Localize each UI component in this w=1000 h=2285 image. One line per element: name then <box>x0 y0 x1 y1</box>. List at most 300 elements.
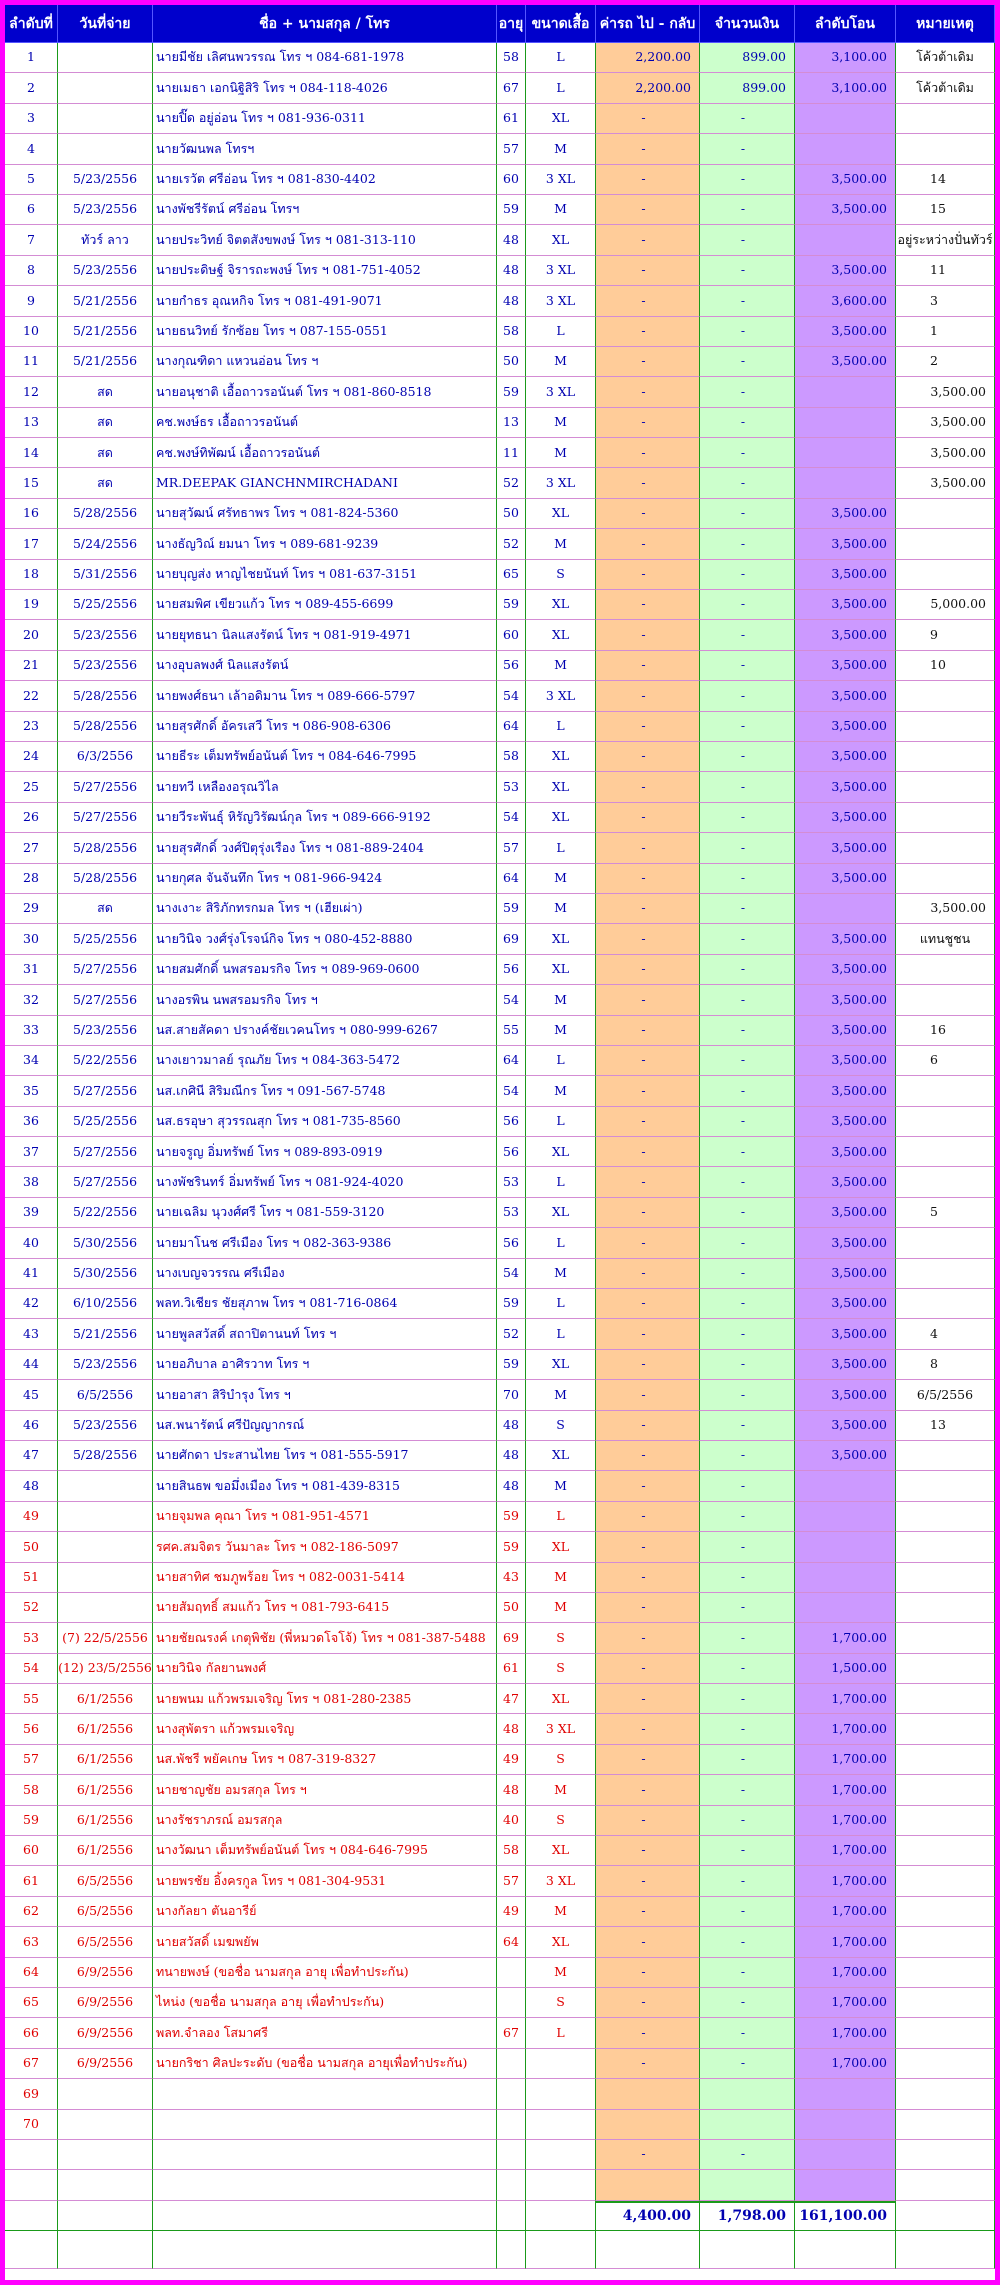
cell-date[interactable]: 6/9/2556 <box>58 1958 153 1988</box>
cell-no[interactable]: 13 <box>5 408 58 438</box>
cell-transfer[interactable] <box>795 894 896 924</box>
cell-age[interactable]: 61 <box>497 1654 526 1684</box>
cell-name[interactable] <box>153 2079 497 2109</box>
cell-name[interactable]: นางเยาวมาลย์ รุณภัย โทร ฯ 084-363-5472 <box>153 1046 497 1076</box>
cell-note[interactable] <box>896 1654 995 1684</box>
total-transfer[interactable]: 161,100.00 <box>795 2201 896 2231</box>
cell-age[interactable]: 52 <box>497 529 526 559</box>
cell-name[interactable]: นายธีระ เต็มทรัพย์อนันต์ โทร ฯ 084-646-7995 <box>153 742 497 772</box>
cell-size[interactable]: XL <box>526 803 596 833</box>
empty-cell[interactable] <box>795 2231 896 2269</box>
header-age[interactable]: อายุ <box>497 5 526 43</box>
cell-date[interactable] <box>58 1502 153 1532</box>
cell-no[interactable]: 50 <box>5 1532 58 1562</box>
cell-no[interactable]: 37 <box>5 1137 58 1167</box>
cell-size[interactable]: M <box>526 1958 596 1988</box>
cell-amount[interactable]: - <box>700 985 795 1015</box>
cell-size[interactable]: XL <box>526 1927 596 1957</box>
cell-no[interactable]: 70 <box>5 2110 58 2140</box>
cell-date[interactable]: 5/27/2556 <box>58 1167 153 1197</box>
cell-name[interactable]: นายสุรศักดิ์ วงศ์ปิตุรุ่งเรือง โทร ฯ 081-889-2404 <box>153 833 497 863</box>
cell-amount[interactable]: - <box>700 1623 795 1653</box>
cell-age[interactable]: 61 <box>497 104 526 134</box>
cell-no[interactable]: 51 <box>5 1563 58 1593</box>
cell-amount[interactable]: - <box>700 1076 795 1106</box>
cell-age[interactable]: 48 <box>497 256 526 286</box>
cell-transfer[interactable]: 3,500.00 <box>795 651 896 681</box>
cell-size[interactable]: M <box>526 1897 596 1927</box>
cell-date[interactable]: 5/23/2556 <box>58 1016 153 1046</box>
cell-age[interactable]: 54 <box>497 681 526 711</box>
cell-note[interactable] <box>896 1441 995 1471</box>
cell-size[interactable] <box>526 2049 596 2079</box>
cell-transfer[interactable]: 1,700.00 <box>795 2018 896 2048</box>
cell-amount[interactable] <box>700 2079 795 2109</box>
cell-note[interactable] <box>896 1958 995 1988</box>
cell-car-fare[interactable]: - <box>596 377 700 407</box>
cell-car-fare[interactable]: - <box>596 1167 700 1197</box>
cell-date[interactable]: 5/23/2556 <box>58 195 153 225</box>
cell-note[interactable]: 15 <box>896 195 995 225</box>
cell-date[interactable]: 5/21/2556 <box>58 1319 153 1349</box>
cell-no[interactable]: 52 <box>5 1593 58 1623</box>
cell-amount[interactable]: 899.00 <box>700 73 795 103</box>
cell-size[interactable]: XL <box>526 1350 596 1380</box>
cell-transfer[interactable] <box>795 2140 896 2170</box>
cell-no[interactable]: 33 <box>5 1016 58 1046</box>
cell-name[interactable]: นายพูลสวัสดิ์ สถาปิตานนท์ โทร ฯ <box>153 1319 497 1349</box>
cell-size[interactable] <box>526 2110 596 2140</box>
cell-amount[interactable]: - <box>700 377 795 407</box>
cell-date[interactable]: 5/23/2556 <box>58 651 153 681</box>
cell-date[interactable]: สด <box>58 408 153 438</box>
cell-note[interactable] <box>896 1836 995 1866</box>
cell-name[interactable]: นายจุมพล คุณา โทร ฯ 081-951-4571 <box>153 1502 497 1532</box>
cell-note[interactable]: 3,500.00 <box>896 408 995 438</box>
cell-amount[interactable]: - <box>700 2018 795 2048</box>
cell-note[interactable] <box>896 1775 995 1805</box>
cell-age[interactable]: 53 <box>497 1167 526 1197</box>
cell-date[interactable]: 5/27/2556 <box>58 803 153 833</box>
cell-note[interactable]: 8 <box>896 1350 995 1380</box>
cell-no[interactable]: 14 <box>5 438 58 468</box>
cell-age[interactable] <box>497 2110 526 2140</box>
cell-amount[interactable]: - <box>700 1927 795 1957</box>
cell-age[interactable] <box>497 2140 526 2170</box>
cell-car-fare[interactable]: - <box>596 924 700 954</box>
cell-amount[interactable]: - <box>700 1380 795 1410</box>
cell-size[interactable]: S <box>526 1654 596 1684</box>
cell-transfer[interactable]: 3,500.00 <box>795 833 896 863</box>
header-no[interactable]: ลำดับที่ <box>5 5 58 43</box>
cell-date[interactable] <box>58 2079 153 2109</box>
total-car-fare[interactable]: 4,400.00 <box>596 2201 700 2231</box>
cell-car-fare[interactable]: - <box>596 256 700 286</box>
cell-date[interactable]: 5/27/2556 <box>58 772 153 802</box>
cell-no[interactable]: 21 <box>5 651 58 681</box>
cell-date[interactable]: 5/28/2556 <box>58 712 153 742</box>
cell-size[interactable]: L <box>526 43 596 73</box>
cell-note[interactable]: แทนชูชน <box>896 924 995 954</box>
cell-size[interactable]: S <box>526 1623 596 1653</box>
cell-no[interactable]: 26 <box>5 803 58 833</box>
total-amount[interactable]: 1,798.00 <box>700 2201 795 2231</box>
cell-note[interactable] <box>896 2140 995 2170</box>
cell-transfer[interactable]: 1,700.00 <box>795 1958 896 1988</box>
cell-amount[interactable]: - <box>700 1745 795 1775</box>
cell-name[interactable]: นางพัชรินทร์ อิ่มทรัพย์ โทร ฯ 081-924-4020 <box>153 1167 497 1197</box>
cell-size[interactable]: S <box>526 1988 596 2018</box>
cell-date[interactable]: 5/28/2556 <box>58 499 153 529</box>
cell-car-fare[interactable]: - <box>596 195 700 225</box>
cell-date[interactable]: 6/9/2556 <box>58 2049 153 2079</box>
cell-transfer[interactable]: 3,500.00 <box>795 1380 896 1410</box>
total-blank[interactable] <box>58 2201 153 2231</box>
cell-age[interactable]: 40 <box>497 1806 526 1836</box>
cell-age[interactable]: 52 <box>497 1319 526 1349</box>
cell-car-fare[interactable]: - <box>596 1563 700 1593</box>
cell-no[interactable]: 54 <box>5 1654 58 1684</box>
cell-note[interactable] <box>896 1593 995 1623</box>
cell-no[interactable]: 49 <box>5 1502 58 1532</box>
cell-date[interactable]: 5/21/2556 <box>58 347 153 377</box>
cell-transfer[interactable]: 1,700.00 <box>795 2049 896 2079</box>
cell-car-fare[interactable]: - <box>596 1046 700 1076</box>
cell-car-fare[interactable]: - <box>596 1684 700 1714</box>
cell-transfer[interactable] <box>795 438 896 468</box>
cell-date[interactable]: 6/10/2556 <box>58 1289 153 1319</box>
cell-note[interactable] <box>896 2170 995 2200</box>
cell-car-fare[interactable] <box>596 2170 700 2200</box>
cell-car-fare[interactable]: - <box>596 286 700 316</box>
cell-amount[interactable]: - <box>700 1107 795 1137</box>
cell-note[interactable] <box>896 134 995 164</box>
cell-amount[interactable]: - <box>700 1714 795 1744</box>
cell-age[interactable] <box>497 2079 526 2109</box>
cell-car-fare[interactable]: - <box>596 1775 700 1805</box>
cell-age[interactable]: 52 <box>497 468 526 498</box>
cell-note[interactable]: 16 <box>896 1016 995 1046</box>
cell-car-fare[interactable]: - <box>596 1319 700 1349</box>
cell-size[interactable]: L <box>526 712 596 742</box>
empty-cell[interactable] <box>596 2231 700 2269</box>
cell-transfer[interactable]: 3,500.00 <box>795 620 896 650</box>
cell-note[interactable] <box>896 1228 995 1258</box>
cell-no[interactable]: 25 <box>5 772 58 802</box>
cell-name[interactable] <box>153 2170 497 2200</box>
cell-age[interactable]: 59 <box>497 377 526 407</box>
cell-size[interactable]: L <box>526 1319 596 1349</box>
cell-amount[interactable]: - <box>700 1137 795 1167</box>
cell-age[interactable]: 54 <box>497 803 526 833</box>
cell-transfer[interactable]: 3,500.00 <box>795 317 896 347</box>
cell-amount[interactable]: - <box>700 560 795 590</box>
cell-car-fare[interactable]: - <box>596 1350 700 1380</box>
cell-no[interactable]: 36 <box>5 1107 58 1137</box>
cell-note[interactable] <box>896 742 995 772</box>
cell-transfer[interactable]: 1,700.00 <box>795 1714 896 1744</box>
cell-size[interactable]: L <box>526 1502 596 1532</box>
cell-size[interactable] <box>526 2140 596 2170</box>
empty-cell[interactable] <box>700 2231 795 2269</box>
cell-no[interactable]: 47 <box>5 1441 58 1471</box>
cell-transfer[interactable]: 1,500.00 <box>795 1654 896 1684</box>
cell-note[interactable] <box>896 1563 995 1593</box>
cell-transfer[interactable]: 3,500.00 <box>795 1198 896 1228</box>
cell-no[interactable] <box>5 2170 58 2200</box>
cell-date[interactable]: 6/3/2556 <box>58 742 153 772</box>
cell-transfer[interactable]: 1,700.00 <box>795 1897 896 1927</box>
cell-no[interactable]: 57 <box>5 1745 58 1775</box>
cell-note[interactable] <box>896 803 995 833</box>
cell-no[interactable]: 10 <box>5 317 58 347</box>
cell-transfer[interactable]: 3,500.00 <box>795 1137 896 1167</box>
cell-size[interactable]: M <box>526 408 596 438</box>
cell-transfer[interactable]: 3,500.00 <box>795 803 896 833</box>
cell-size[interactable]: M <box>526 195 596 225</box>
cell-no[interactable]: 6 <box>5 195 58 225</box>
cell-amount[interactable]: - <box>700 2049 795 2079</box>
cell-date[interactable]: 5/28/2556 <box>58 1441 153 1471</box>
cell-amount[interactable]: - <box>700 833 795 863</box>
cell-note[interactable]: 13 <box>896 1411 995 1441</box>
cell-age[interactable]: 54 <box>497 1076 526 1106</box>
cell-no[interactable]: 3 <box>5 104 58 134</box>
cell-name[interactable]: นายเฉลิม นุวงศ์ศรี โทร ฯ 081-559-3120 <box>153 1198 497 1228</box>
cell-size[interactable]: S <box>526 560 596 590</box>
cell-name[interactable]: นายอาสา สิริบำรุง โทร ฯ <box>153 1380 497 1410</box>
cell-no[interactable]: 34 <box>5 1046 58 1076</box>
cell-no[interactable]: 44 <box>5 1350 58 1380</box>
cell-age[interactable]: 70 <box>497 1380 526 1410</box>
cell-name[interactable]: นางเบญจวรรณ ศรีเมือง <box>153 1259 497 1289</box>
cell-car-fare[interactable]: - <box>596 1714 700 1744</box>
cell-age[interactable]: 11 <box>497 438 526 468</box>
cell-age[interactable]: 56 <box>497 1228 526 1258</box>
cell-age[interactable]: 64 <box>497 712 526 742</box>
empty-cell[interactable] <box>153 2231 497 2269</box>
cell-amount[interactable]: - <box>700 1866 795 1896</box>
empty-cell[interactable] <box>526 2231 596 2269</box>
cell-note[interactable] <box>896 681 995 711</box>
cell-car-fare[interactable]: - <box>596 347 700 377</box>
cell-no[interactable]: 30 <box>5 924 58 954</box>
cell-amount[interactable]: - <box>700 712 795 742</box>
cell-note[interactable] <box>896 985 995 1015</box>
cell-no[interactable]: 69 <box>5 2079 58 2109</box>
cell-age[interactable]: 57 <box>497 1866 526 1896</box>
cell-car-fare[interactable]: - <box>596 225 700 255</box>
cell-car-fare[interactable]: - <box>596 1228 700 1258</box>
cell-car-fare[interactable]: - <box>596 864 700 894</box>
cell-amount[interactable]: - <box>700 894 795 924</box>
cell-date[interactable] <box>58 1593 153 1623</box>
cell-car-fare[interactable]: - <box>596 1623 700 1653</box>
cell-car-fare[interactable]: - <box>596 529 700 559</box>
cell-note[interactable] <box>896 1076 995 1106</box>
cell-car-fare[interactable]: - <box>596 620 700 650</box>
cell-date[interactable] <box>58 43 153 73</box>
cell-no[interactable]: 64 <box>5 1958 58 1988</box>
cell-date[interactable]: ทัวร์ ลาว <box>58 225 153 255</box>
cell-date[interactable]: 5/22/2556 <box>58 1046 153 1076</box>
cell-transfer[interactable] <box>795 408 896 438</box>
cell-no[interactable]: 22 <box>5 681 58 711</box>
cell-name[interactable]: นายสมศักดิ์ นพสรอมรกิจ โทร ฯ 089-969-0600 <box>153 955 497 985</box>
cell-size[interactable]: XL <box>526 742 596 772</box>
cell-transfer[interactable]: 3,500.00 <box>795 1350 896 1380</box>
cell-date[interactable]: 6/1/2556 <box>58 1714 153 1744</box>
cell-name[interactable]: คช.พงษ์ธร เอื้อถาวรอนันต์ <box>153 408 497 438</box>
cell-amount[interactable]: - <box>700 165 795 195</box>
cell-car-fare[interactable]: - <box>596 1198 700 1228</box>
cell-car-fare[interactable]: - <box>596 317 700 347</box>
cell-car-fare[interactable]: - <box>596 1806 700 1836</box>
cell-car-fare[interactable] <box>596 2079 700 2109</box>
cell-note[interactable]: 11 <box>896 256 995 286</box>
cell-name[interactable]: นายมาโนช ศรีเมือง โทร ฯ 082-363-9386 <box>153 1228 497 1258</box>
cell-age[interactable]: 69 <box>497 1623 526 1653</box>
cell-size[interactable] <box>526 2170 596 2200</box>
cell-amount[interactable]: - <box>700 438 795 468</box>
cell-note[interactable]: 9 <box>896 620 995 650</box>
cell-size[interactable]: XL <box>526 1441 596 1471</box>
cell-name[interactable]: นายกำธร อุณหกิจ โทร ฯ 081-491-9071 <box>153 286 497 316</box>
cell-date[interactable]: 6/1/2556 <box>58 1775 153 1805</box>
cell-age[interactable]: 43 <box>497 1563 526 1593</box>
cell-age[interactable]: 48 <box>497 1714 526 1744</box>
cell-age[interactable]: 47 <box>497 1684 526 1714</box>
cell-size[interactable]: M <box>526 438 596 468</box>
cell-note[interactable] <box>896 529 995 559</box>
cell-size[interactable]: M <box>526 1076 596 1106</box>
cell-car-fare[interactable]: - <box>596 560 700 590</box>
cell-name[interactable]: นางวัฒนา เต็มทรัพย์อนันต์ โทร ฯ 084-646-7995 <box>153 1836 497 1866</box>
cell-name[interactable]: นส.สายสัคดา ปรางค์ชัยเวคนโทร ฯ 080-999-6267 <box>153 1016 497 1046</box>
cell-age[interactable]: 60 <box>497 620 526 650</box>
cell-transfer[interactable] <box>795 1593 896 1623</box>
cell-car-fare[interactable]: - <box>596 2049 700 2079</box>
cell-size[interactable]: L <box>526 1046 596 1076</box>
header-transfer[interactable]: ลำดับโอน <box>795 5 896 43</box>
cell-note[interactable]: 6 <box>896 1046 995 1076</box>
cell-no[interactable]: 55 <box>5 1684 58 1714</box>
cell-name[interactable]: นายทวี เหลืองอรุณวิไล <box>153 772 497 802</box>
header-car[interactable]: ค่ารถ ไป - กลับ <box>596 5 700 43</box>
cell-car-fare[interactable]: - <box>596 1289 700 1319</box>
cell-age[interactable]: 58 <box>497 43 526 73</box>
cell-transfer[interactable]: 3,500.00 <box>795 1259 896 1289</box>
cell-no[interactable]: 38 <box>5 1167 58 1197</box>
cell-name[interactable]: นายศักดา ประสานไทย โทร ฯ 081-555-5917 <box>153 1441 497 1471</box>
cell-date[interactable] <box>58 1563 153 1593</box>
cell-car-fare[interactable]: - <box>596 1259 700 1289</box>
cell-name[interactable]: นายกุศล จันจันทึก โทร ฯ 081-966-9424 <box>153 864 497 894</box>
cell-size[interactable]: L <box>526 1167 596 1197</box>
cell-size[interactable]: 3 XL <box>526 377 596 407</box>
cell-date[interactable]: 5/27/2556 <box>58 1137 153 1167</box>
cell-amount[interactable]: - <box>700 1593 795 1623</box>
cell-date[interactable]: 6/5/2556 <box>58 1897 153 1927</box>
cell-amount[interactable]: - <box>700 1502 795 1532</box>
cell-note[interactable] <box>896 1502 995 1532</box>
cell-name[interactable]: นายมีชัย เลิศนพวรรณ โทร ฯ 084-681-1978 <box>153 43 497 73</box>
cell-car-fare[interactable]: - <box>596 1532 700 1562</box>
cell-age[interactable]: 56 <box>497 651 526 681</box>
header-amount[interactable]: จำนวนเงิน <box>700 5 795 43</box>
cell-no[interactable]: 32 <box>5 985 58 1015</box>
cell-age[interactable]: 59 <box>497 195 526 225</box>
cell-note[interactable] <box>896 1866 995 1896</box>
cell-transfer[interactable]: 3,500.00 <box>795 712 896 742</box>
cell-name[interactable]: นายธนวิทย์ รักซ้อย โทร ฯ 087-155-0551 <box>153 317 497 347</box>
cell-amount[interactable]: - <box>700 681 795 711</box>
cell-no[interactable]: 31 <box>5 955 58 985</box>
cell-car-fare[interactable]: - <box>596 1897 700 1927</box>
cell-car-fare[interactable]: - <box>596 1380 700 1410</box>
cell-no[interactable]: 35 <box>5 1076 58 1106</box>
cell-amount[interactable]: - <box>700 529 795 559</box>
cell-transfer[interactable]: 1,700.00 <box>795 1684 896 1714</box>
cell-note[interactable] <box>896 1623 995 1653</box>
cell-age[interactable]: 65 <box>497 560 526 590</box>
cell-size[interactable]: XL <box>526 1836 596 1866</box>
cell-transfer[interactable]: 3,500.00 <box>795 924 896 954</box>
cell-car-fare[interactable]: - <box>596 590 700 620</box>
cell-note[interactable] <box>896 1289 995 1319</box>
cell-date[interactable] <box>58 2110 153 2140</box>
cell-note[interactable]: 14 <box>896 165 995 195</box>
cell-name[interactable]: พลท.วิเชียร ชัยสุภาพ โทร ฯ 081-716-0864 <box>153 1289 497 1319</box>
cell-name[interactable]: นายเมธา เอกนิฐิสิริ โทร ฯ 084-118-4026 <box>153 73 497 103</box>
cell-no[interactable]: 45 <box>5 1380 58 1410</box>
cell-age[interactable]: 58 <box>497 1836 526 1866</box>
cell-amount[interactable]: - <box>700 1532 795 1562</box>
cell-no[interactable]: 43 <box>5 1319 58 1349</box>
cell-name[interactable]: นายอภิบาล อาศิรวาท โทร ฯ <box>153 1350 497 1380</box>
cell-name[interactable]: นายกริชา ศิลปะระดับ (ขอชื่อ นามสกุล อายุเพื่อทำประกัน) <box>153 2049 497 2079</box>
cell-size[interactable]: XL <box>526 924 596 954</box>
cell-note[interactable]: 5 <box>896 1198 995 1228</box>
cell-note[interactable] <box>896 1988 995 2018</box>
cell-note[interactable]: 3,500.00 <box>896 377 995 407</box>
cell-transfer[interactable]: 3,500.00 <box>795 742 896 772</box>
cell-note[interactable] <box>896 2018 995 2048</box>
cell-age[interactable]: 59 <box>497 1502 526 1532</box>
cell-age[interactable]: 50 <box>497 499 526 529</box>
cell-car-fare[interactable]: - <box>596 772 700 802</box>
cell-size[interactable]: M <box>526 1775 596 1805</box>
header-date[interactable]: วันที่จ่าย <box>58 5 153 43</box>
cell-size[interactable]: L <box>526 73 596 103</box>
cell-name[interactable]: นายปิ๊ด อยู่อ่อน โทร ฯ 081-936-0311 <box>153 104 497 134</box>
cell-amount[interactable]: - <box>700 1654 795 1684</box>
cell-car-fare[interactable]: - <box>596 1411 700 1441</box>
cell-transfer[interactable] <box>795 2170 896 2200</box>
cell-amount[interactable]: - <box>700 1350 795 1380</box>
cell-car-fare[interactable]: - <box>596 1076 700 1106</box>
cell-car-fare[interactable]: - <box>596 651 700 681</box>
cell-note[interactable]: โค้วต้าเดิม <box>896 73 995 103</box>
cell-date[interactable]: 5/21/2556 <box>58 286 153 316</box>
cell-car-fare[interactable]: - <box>596 1441 700 1471</box>
empty-cell[interactable] <box>497 2231 526 2269</box>
cell-note[interactable]: 6/5/2556 <box>896 1380 995 1410</box>
cell-car-fare[interactable]: - <box>596 408 700 438</box>
cell-note[interactable] <box>896 1167 995 1197</box>
cell-date[interactable]: 6/1/2556 <box>58 1836 153 1866</box>
cell-date[interactable]: 5/22/2556 <box>58 1198 153 1228</box>
